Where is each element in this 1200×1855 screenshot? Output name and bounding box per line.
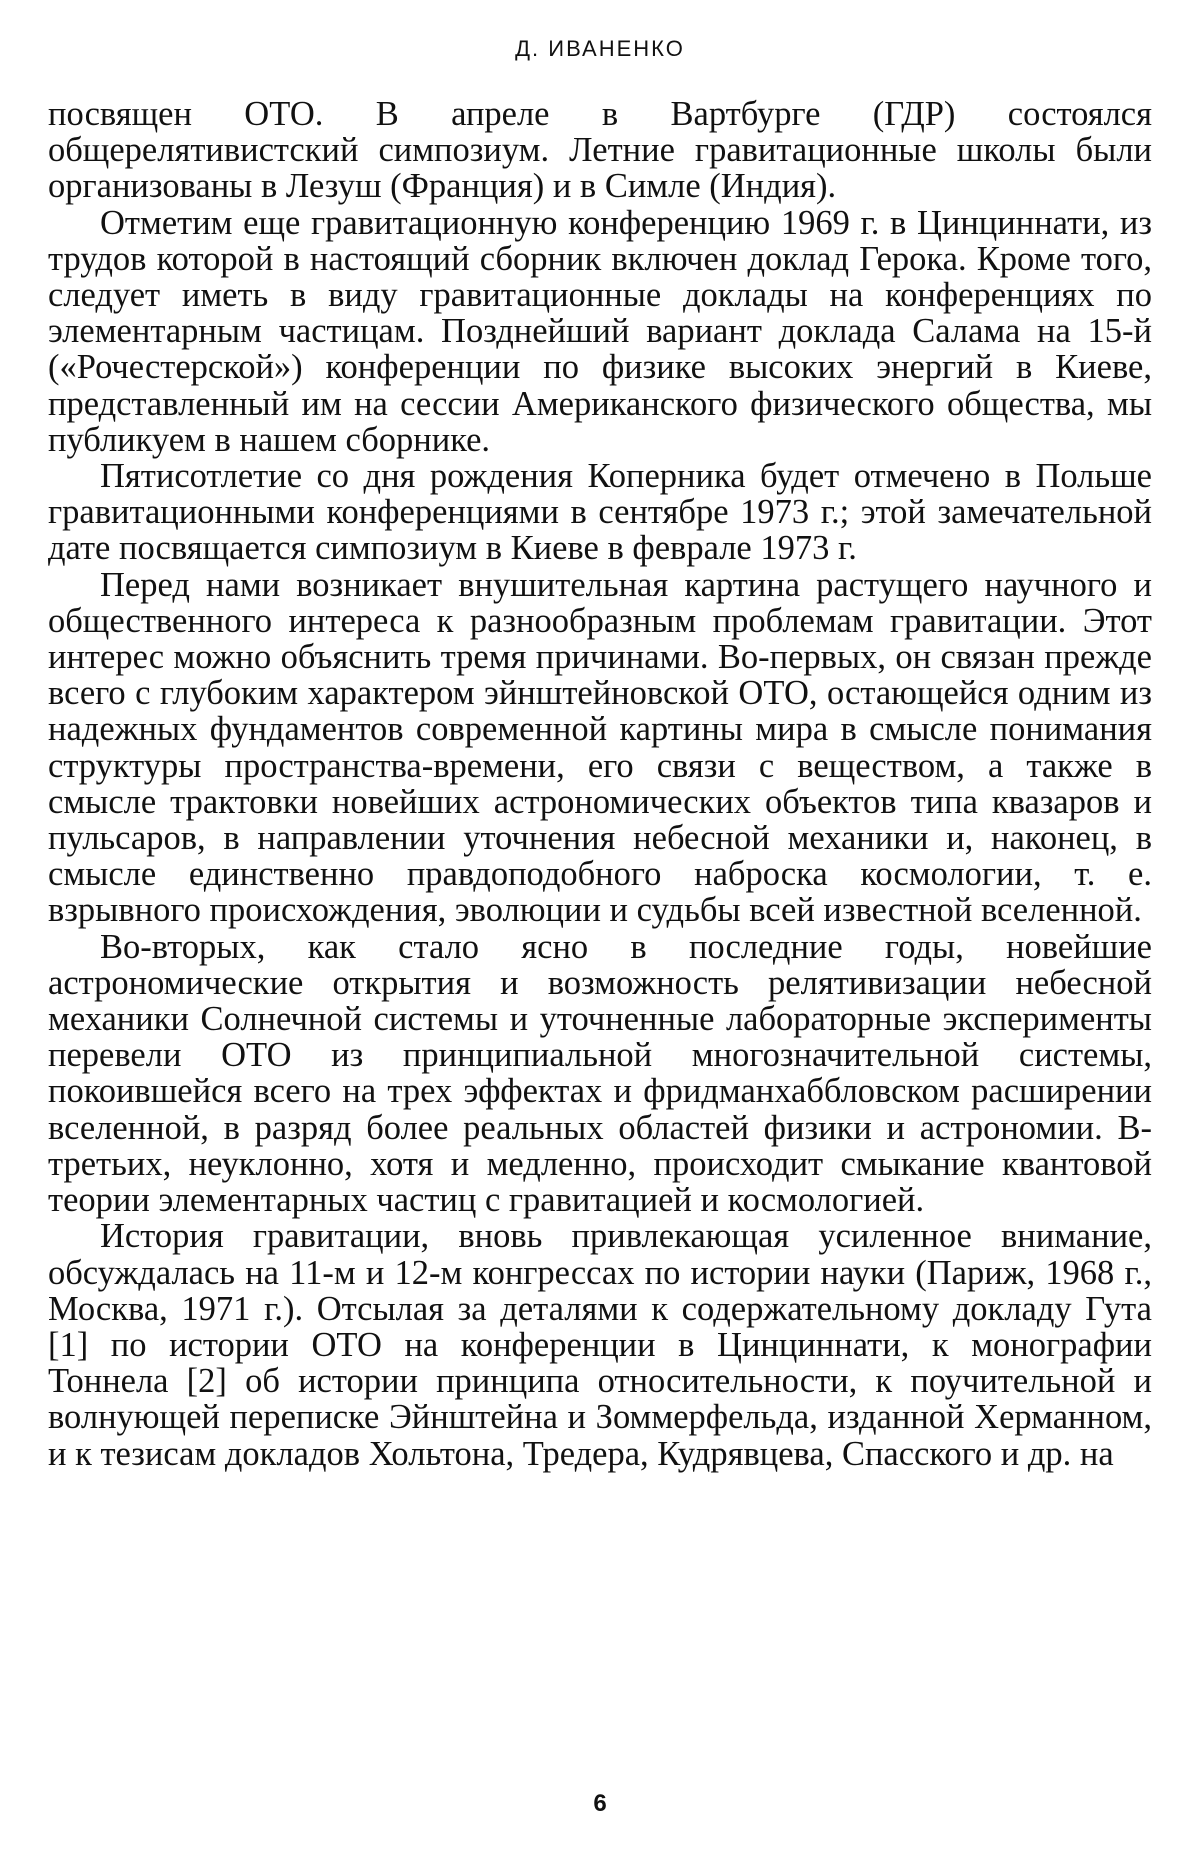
paragraph-second-third-reasons: Во-вторых, как стало ясно в последние годы, новейшие астрономические открытия и возможность релятивизации небесной механики Солнечной системы и уточненные лабораторные эксперименты перевели ОТО из принципиальной многозначительной системы, покоившейся всего на трех эффектах и фридманхаббловском расширении вселенной, в разряд более реальных областей физики и астрономии. В-третьих, неуклонно, хотя и медленно, происходит смыкание квантовой теории элементарных частиц с гравитацией и космологией. <box>48 927 1152 1220</box>
page-number: 6 <box>593 1790 607 1817</box>
paragraph-cincinnati-conference: Отметим еще гравитационную конференцию 1969 г. в Цинциннати, из трудов которой в настоящий сборник включен доклад Герока. Кроме того, следует иметь в виду гравитационные доклады на конференциях по элементарным частицам. Позднейший вариант доклада Салама на 15-й («Рочестерской») конференции по физике высоких энергий в Киеве, представленный им на сессии Американского физического общества, мы публикуем в нашем сборнике. <box>48 203 1152 459</box>
running-head-author: Д. ИВАНЕНКО <box>515 36 685 61</box>
body-text <box>48 96 1152 1472</box>
paragraph-continued: посвящен ОТО. В апреле в Вартбурге (ГДР) состоялся общерелятивистский симпозиум. Летние гравитационные школы были организованы в Лезуш (Франция) и в Симле (Индия). <box>48 95 1152 206</box>
paragraph-history-of-gravitation: История гравитации, вновь привлекающая усиленное внимание, обсуждалась на 11-м и 12-м конгрессах по истории науки (Париж, 1968 г., Москва, 1971 г.). Отсылая за деталями к содержательному докладу Гута [1] по истории ОТО на конференции в Цинциннати, к монографии Тоннела [2] об истории принципа относительности, к поучительной и волнующей переписке Эйнштейна и Зоммерфельда, изданной Херманном, и к тезисам докладов Хольтона, Тредера, Кудрявцева, Спасского и др. на <box>48 1217 1152 1473</box>
paragraph-interest-reasons: Перед нами возникает внушительная картина растущего научного и общественного интереса к разнообразным проблемам гравитации. Этот интерес можно объяснить тремя причинами. Во-первых, он связан прежде всего с глубоким характером эйнштейновской ОТО, остающейся одним из надежных фундаментов современной картины мира в смысле понимания структуры пространства-времени, его связи с веществом, а также в смысле трактовки новейших астрономических объектов типа квазаров и пульсаров, в направлении уточнения небесной механики и, наконец, в смысле единственно правдоподобного наброска космологии, т. е. взрывного происхождения, эволюции и судьбы всей известной вселенной. <box>48 565 1152 930</box>
paragraph-copernicus-anniversary: Пятисотлетие со дня рождения Коперника будет отмечено в Польше гравитационными конференциями в сентябре 1973 г.; этой замечательной дате посвящается симпозиум в Киеве в феврале 1973 г. <box>48 457 1152 568</box>
